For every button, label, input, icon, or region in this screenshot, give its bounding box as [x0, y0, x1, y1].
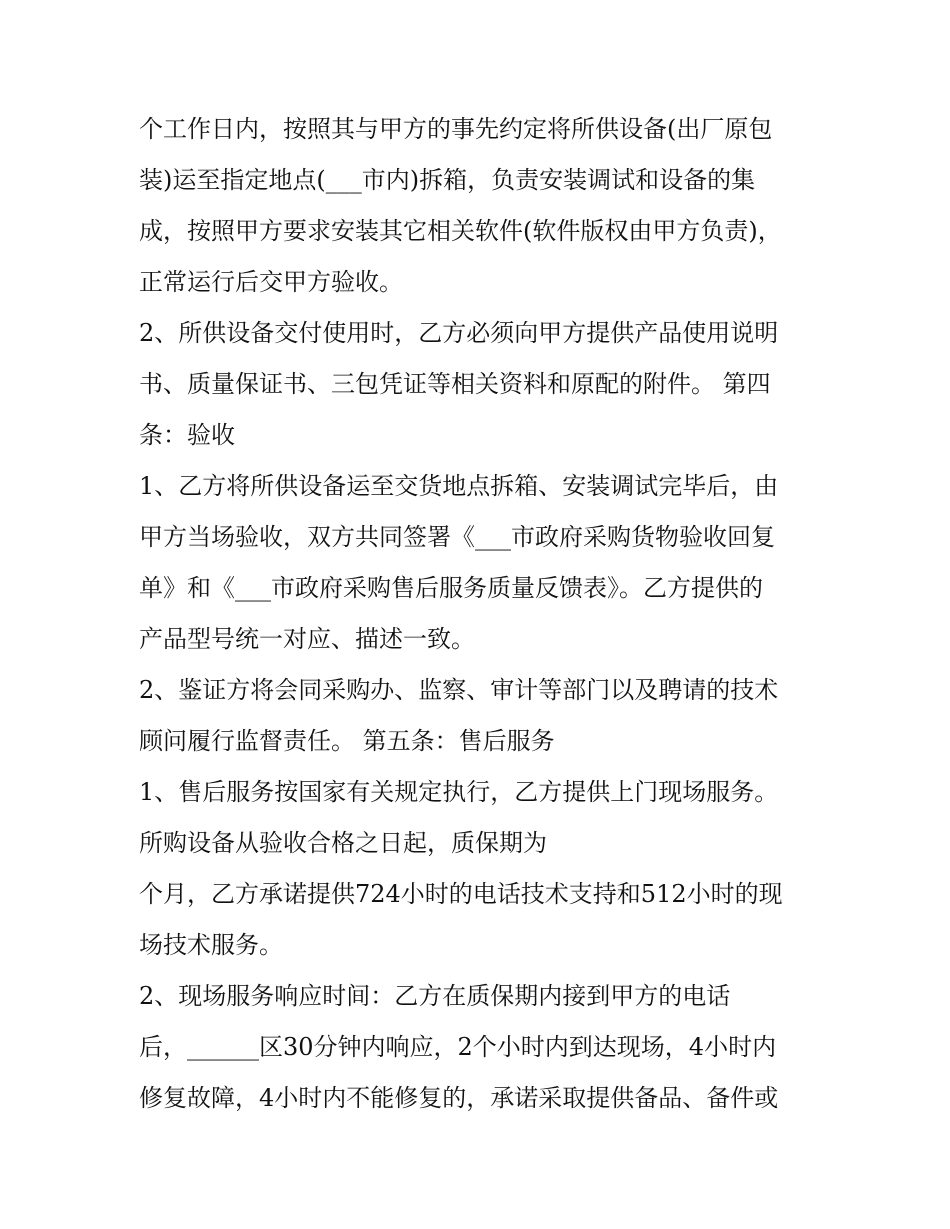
text-line: 个月，乙方承诺提供724小时的电话技术支持和512小时的现 [139, 880, 783, 908]
document-body [139, 104, 819, 1124]
text-line: 装)运至指定地点(___市内)拆箱，负责安装调试和设备的集 [139, 166, 756, 194]
text-line: 场技术服务。 [139, 931, 283, 959]
text-line: 书、质量保证书、三包凭证等相关资料和原配的附件。 第四 [139, 370, 771, 398]
text-line: 个工作日内，按照其与甲方的事先约定将所供设备(出厂原包 [139, 115, 773, 143]
text-line: 1、乙方将所供设备运至交货地点拆箱、安装调试完毕后，由 [139, 472, 779, 500]
text-line: 顾问履行监督责任。 第五条：售后服务 [139, 727, 555, 755]
text-line: 产品型号统一对应、描述一致。 [139, 625, 475, 653]
text-line: 条：验收 [139, 421, 235, 449]
text-line: 成，按照甲方要求安装其它相关软件(软件版权由甲方负责)， [139, 217, 782, 245]
text-line: 1、售后服务按国家有关规定执行，乙方提供上门现场服务。 [139, 778, 779, 806]
text-line: 正常运行后交甲方验收。 [139, 268, 403, 296]
text-line: 2、鉴证方将会同采购办、监察、审计等部门以及聘请的技术 [139, 676, 779, 704]
text-line: 后，______区30分钟内响应，2个小时内到达现场，4小时内 [139, 1033, 777, 1061]
text-line: 甲方当场验收，双方共同签署《___市政府采购货物验收回复 [139, 523, 775, 551]
text-line: 单》和《___市政府采购售后服务质量反馈表》。乙方提供的 [139, 574, 763, 602]
text-line: 2、所供设备交付使用时，乙方必须向甲方提供产品使用说明 [139, 319, 779, 347]
text-line: 修复故障，4小时内不能修复的，承诺采取提供备品、备件或 [139, 1084, 779, 1112]
text-line: 2、现场服务响应时间：乙方在质保期内接到甲方的电话 [139, 982, 731, 1010]
text-line: 所购设备从验收合格之日起，质保期为 [139, 829, 547, 857]
